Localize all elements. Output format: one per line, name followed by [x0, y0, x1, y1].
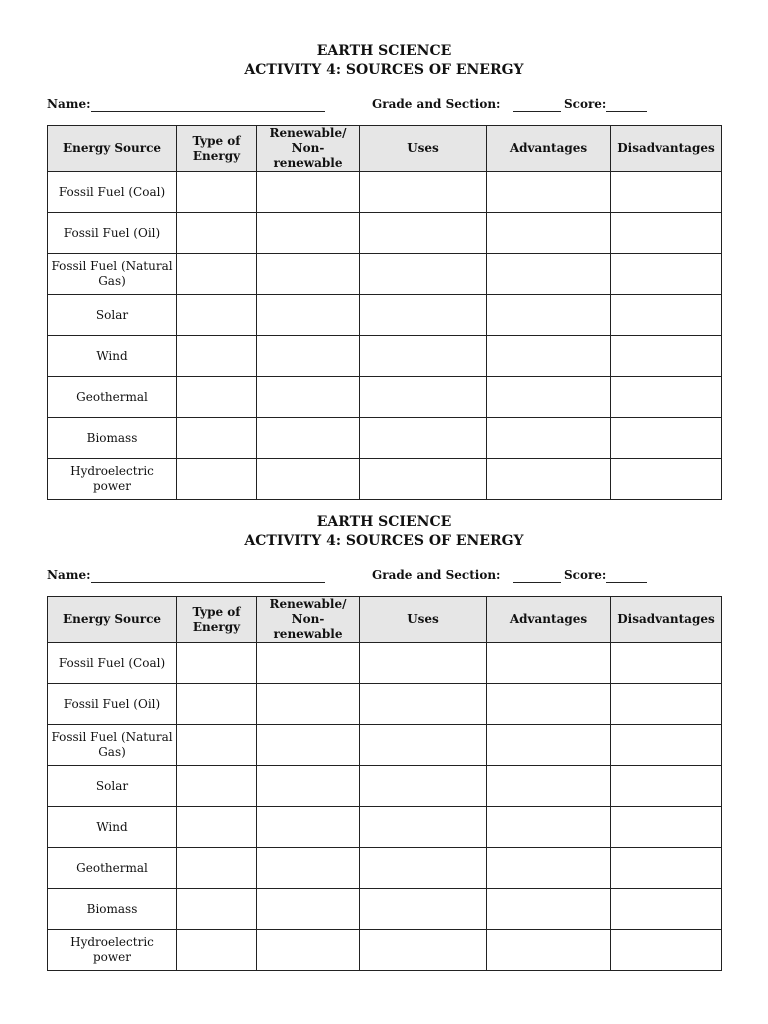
type-of-energy-cell[interactable] [177, 848, 257, 889]
type-of-energy-cell[interactable] [177, 172, 257, 213]
student-info-row [47, 568, 727, 586]
grade-section-label: Grade and Section: [372, 568, 501, 582]
advantages-cell[interactable] [487, 889, 611, 930]
advantages-cell[interactable] [487, 643, 611, 684]
type-of-energy-cell[interactable] [177, 213, 257, 254]
advantages-cell[interactable] [487, 254, 611, 295]
uses-cell[interactable] [360, 418, 487, 459]
uses-cell[interactable] [360, 172, 487, 213]
type-of-energy-cell[interactable] [177, 336, 257, 377]
grade-section-field[interactable] [513, 568, 561, 583]
type-of-energy-cell[interactable] [177, 684, 257, 725]
table-row [48, 725, 722, 766]
uses-cell[interactable] [360, 766, 487, 807]
score-label: Score: [564, 97, 607, 111]
type-of-energy-cell[interactable] [177, 889, 257, 930]
advantages-cell[interactable] [487, 930, 611, 971]
table-row [48, 684, 722, 725]
renewable-cell[interactable] [257, 684, 360, 725]
uses-cell[interactable] [360, 807, 487, 848]
renewable-cell[interactable] [257, 807, 360, 848]
advantages-cell[interactable] [487, 807, 611, 848]
uses-cell[interactable] [360, 848, 487, 889]
name-label: Name: [47, 568, 91, 582]
energy-source-cell: Fossil Fuel (Natural Gas) [48, 254, 177, 295]
name-field[interactable] [91, 97, 325, 112]
score-field[interactable] [606, 568, 647, 583]
renewable-cell[interactable] [257, 643, 360, 684]
header-advantages: Advantages [487, 597, 611, 643]
score-label: Score: [564, 568, 607, 582]
renewable-cell[interactable] [257, 848, 360, 889]
grade-section-field[interactable] [513, 97, 561, 112]
table-header-row [48, 597, 722, 643]
uses-cell[interactable] [360, 295, 487, 336]
subject-title: EARTH SCIENCE [316, 43, 452, 59]
disadvantages-cell[interactable] [611, 889, 722, 930]
disadvantages-cell[interactable] [611, 643, 722, 684]
table-row [48, 213, 722, 254]
energy-source-cell: Fossil Fuel (Oil) [48, 684, 177, 725]
table-row [48, 295, 722, 336]
worksheet-top [0, 42, 768, 493]
uses-cell[interactable] [360, 643, 487, 684]
renewable-cell[interactable] [257, 213, 360, 254]
header-uses: Uses [360, 126, 487, 172]
activity-title: ACTIVITY 4: SOURCES OF ENERGY [244, 533, 524, 549]
student-info-row [47, 97, 727, 115]
type-of-energy-cell[interactable] [177, 459, 257, 500]
disadvantages-cell[interactable] [611, 766, 722, 807]
header-disadvantages: Disadvantages [611, 126, 722, 172]
disadvantages-cell[interactable] [611, 807, 722, 848]
energy-source-cell: Fossil Fuel (Coal) [48, 643, 177, 684]
header-energy-source: Energy Source [48, 597, 177, 643]
type-of-energy-cell[interactable] [177, 418, 257, 459]
header-disadvantages: Disadvantages [611, 597, 722, 643]
uses-cell[interactable] [360, 459, 487, 500]
uses-cell[interactable] [360, 930, 487, 971]
uses-cell[interactable] [360, 889, 487, 930]
energy-source-cell: Geothermal [48, 377, 177, 418]
table-row [48, 418, 722, 459]
energy-source-cell: Fossil Fuel (Coal) [48, 172, 177, 213]
advantages-cell[interactable] [487, 684, 611, 725]
header-renewable: Renewable/ Non-renewable [257, 597, 360, 643]
type-of-energy-cell[interactable] [177, 766, 257, 807]
table-row [48, 807, 722, 848]
renewable-cell[interactable] [257, 418, 360, 459]
energy-source-cell: Biomass [48, 418, 177, 459]
advantages-cell[interactable] [487, 213, 611, 254]
energy-source-cell: Hydroelectric power [48, 459, 177, 500]
header-uses: Uses [360, 597, 487, 643]
renewable-cell[interactable] [257, 725, 360, 766]
disadvantages-cell[interactable] [611, 459, 722, 500]
advantages-cell[interactable] [487, 848, 611, 889]
disadvantages-cell[interactable] [611, 930, 722, 971]
type-of-energy-cell[interactable] [177, 930, 257, 971]
type-of-energy-cell[interactable] [177, 807, 257, 848]
name-field[interactable] [91, 568, 325, 583]
energy-source-cell: Biomass [48, 889, 177, 930]
uses-cell[interactable] [360, 684, 487, 725]
renewable-cell[interactable] [257, 930, 360, 971]
table-row [48, 848, 722, 889]
advantages-cell[interactable] [487, 172, 611, 213]
table-row [48, 889, 722, 930]
worksheet-bottom [0, 513, 768, 964]
type-of-energy-cell[interactable] [177, 643, 257, 684]
activity-title: ACTIVITY 4: SOURCES OF ENERGY [244, 62, 524, 78]
disadvantages-cell[interactable] [611, 172, 722, 213]
advantages-cell[interactable] [487, 725, 611, 766]
uses-cell[interactable] [360, 213, 487, 254]
energy-source-cell: Solar [48, 766, 177, 807]
renewable-cell[interactable] [257, 889, 360, 930]
energy-sources-table [47, 125, 722, 500]
uses-cell[interactable] [360, 336, 487, 377]
advantages-cell[interactable] [487, 459, 611, 500]
renewable-cell[interactable] [257, 172, 360, 213]
disadvantages-cell[interactable] [611, 848, 722, 889]
type-of-energy-cell[interactable] [177, 254, 257, 295]
table-row [48, 643, 722, 684]
energy-source-cell: Solar [48, 295, 177, 336]
advantages-cell[interactable] [487, 295, 611, 336]
header-energy-source: Energy Source [48, 126, 177, 172]
disadvantages-cell[interactable] [611, 377, 722, 418]
renewable-cell[interactable] [257, 254, 360, 295]
type-of-energy-cell[interactable] [177, 377, 257, 418]
renewable-cell[interactable] [257, 377, 360, 418]
renewable-cell[interactable] [257, 295, 360, 336]
disadvantages-cell[interactable] [611, 254, 722, 295]
renewable-cell[interactable] [257, 766, 360, 807]
uses-cell[interactable] [360, 254, 487, 295]
table-header-row [48, 126, 722, 172]
disadvantages-cell[interactable] [611, 725, 722, 766]
type-of-energy-cell[interactable] [177, 725, 257, 766]
energy-source-cell: Fossil Fuel (Natural Gas) [48, 725, 177, 766]
energy-sources-table [47, 596, 722, 971]
energy-source-cell: Geothermal [48, 848, 177, 889]
energy-source-cell: Fossil Fuel (Oil) [48, 213, 177, 254]
advantages-cell[interactable] [487, 377, 611, 418]
disadvantages-cell[interactable] [611, 684, 722, 725]
energy-source-cell: Wind [48, 336, 177, 377]
table-row [48, 254, 722, 295]
table-row [48, 336, 722, 377]
header-type-of-energy: Type of Energy [177, 597, 257, 643]
name-label: Name: [47, 97, 91, 111]
disadvantages-cell[interactable] [611, 213, 722, 254]
energy-source-cell: Wind [48, 807, 177, 848]
disadvantages-cell[interactable] [611, 336, 722, 377]
energy-source-cell: Hydroelectric power [48, 930, 177, 971]
grade-section-label: Grade and Section: [372, 97, 501, 111]
table-row [48, 377, 722, 418]
score-field[interactable] [606, 97, 647, 112]
header-renewable: Renewable/ Non-renewable [257, 126, 360, 172]
renewable-cell[interactable] [257, 336, 360, 377]
advantages-cell[interactable] [487, 418, 611, 459]
disadvantages-cell[interactable] [611, 418, 722, 459]
header-advantages: Advantages [487, 126, 611, 172]
type-of-energy-cell[interactable] [177, 295, 257, 336]
uses-cell[interactable] [360, 377, 487, 418]
advantages-cell[interactable] [487, 766, 611, 807]
table-row [48, 930, 722, 971]
table-row [48, 766, 722, 807]
header-type-of-energy: Type of Energy [177, 126, 257, 172]
table-row [48, 459, 722, 500]
uses-cell[interactable] [360, 725, 487, 766]
table-row [48, 172, 722, 213]
disadvantages-cell[interactable] [611, 295, 722, 336]
advantages-cell[interactable] [487, 336, 611, 377]
renewable-cell[interactable] [257, 459, 360, 500]
subject-title: EARTH SCIENCE [316, 514, 452, 530]
